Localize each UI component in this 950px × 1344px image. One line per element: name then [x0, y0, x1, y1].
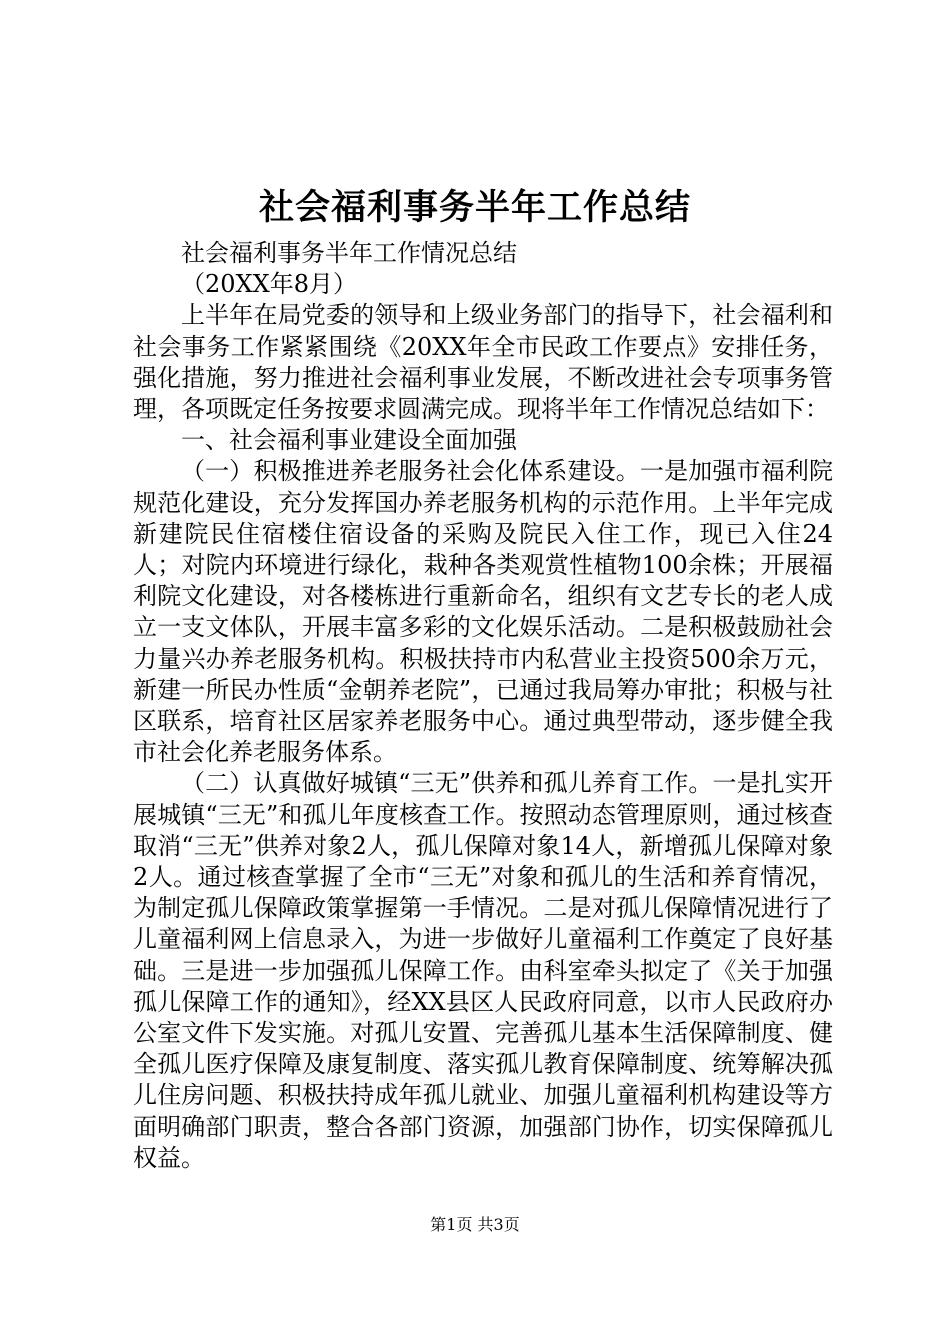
document-subtitle: 社会福利事务半年工作情况总结: [181, 239, 517, 267]
paragraph-intro: 上半年在局党委的领导和上级业务部门的指导下，社会福利和社会事务工作紧紧围绕《20XX年全市民政工作要点》安排任务，强化措施，努力推进社会福利事业发展，不断改进社会专项事务管理，各项既定任务按要求圆满完成。现将半年工作情况总结如下：: [133, 301, 833, 424]
paragraph-orphan-care: （二）认真做好城镇“三无”供养和孤儿养育工作。一是扎实开展城镇“三无”和孤儿年度核查工作。按照动态管理原则，通过核查取消“三无”供养对象2人，孤儿保障对象14人，新增孤儿保障对象2人。通过核查掌握了全市“三无”对象和孤儿的生活和养育情况，为制定孤儿保障政策掌握第一手情况。二是对孤儿保障情况进行了儿童福利网上信息录入，为进一步做好儿童福利工作奠定了良好基础。三是进一步加强孤儿保障工作。由科室牵头拟定了《关于加强孤儿保障工作的通知》，经XX县区人民政府同意，以市人民政府办公室文件下发实施。对孤儿安置、完善孤儿基本生活保障制度、健全孤儿医疗保障及康复制度、落实孤儿教育保障制度、统筹解决孤儿住房问题、积极扶持成年孤儿就业、加强儿童福利机构建设等方面明确部门职责，整合各部门资源，加强部门协作，切实保障孤儿权益。: [133, 769, 833, 1172]
paragraph-elderly-care: （一）积极推进养老服务社会化体系建设。一是加强市福利院规范化建设，充分发挥国办养老服务机构的示范作用。上半年完成新建院民住宿楼住宿设备的采购及院民入住工作，现已入住24人；对院内环境进行绿化，栽种各类观赏性植物100余株；开展福利院文化建设，对各楼栋进行重新命名，组织有文艺专长的老人成立一支文体队，开展丰富多彩的文化娱乐活动。二是积极鼓励社会力量兴办养老服务机构。积极扶持市内私营业主投资500余万元，新建一所民办性质“金朝养老院”，已通过我局筹办审批；积极与社区联系，培育社区居家养老服务中心。通过典型带动，逐步健全我市社会化养老服务体系。: [133, 457, 833, 767]
document-title: 社会福利事务半年工作总结: [258, 187, 691, 228]
document-body: [133, 238, 833, 1174]
document-date: （20XX年8月）: [181, 270, 357, 299]
section-heading: 一、社会福利事业建设全面加强: [181, 426, 517, 455]
page-number: 第1页 共3页: [430, 1215, 520, 1234]
